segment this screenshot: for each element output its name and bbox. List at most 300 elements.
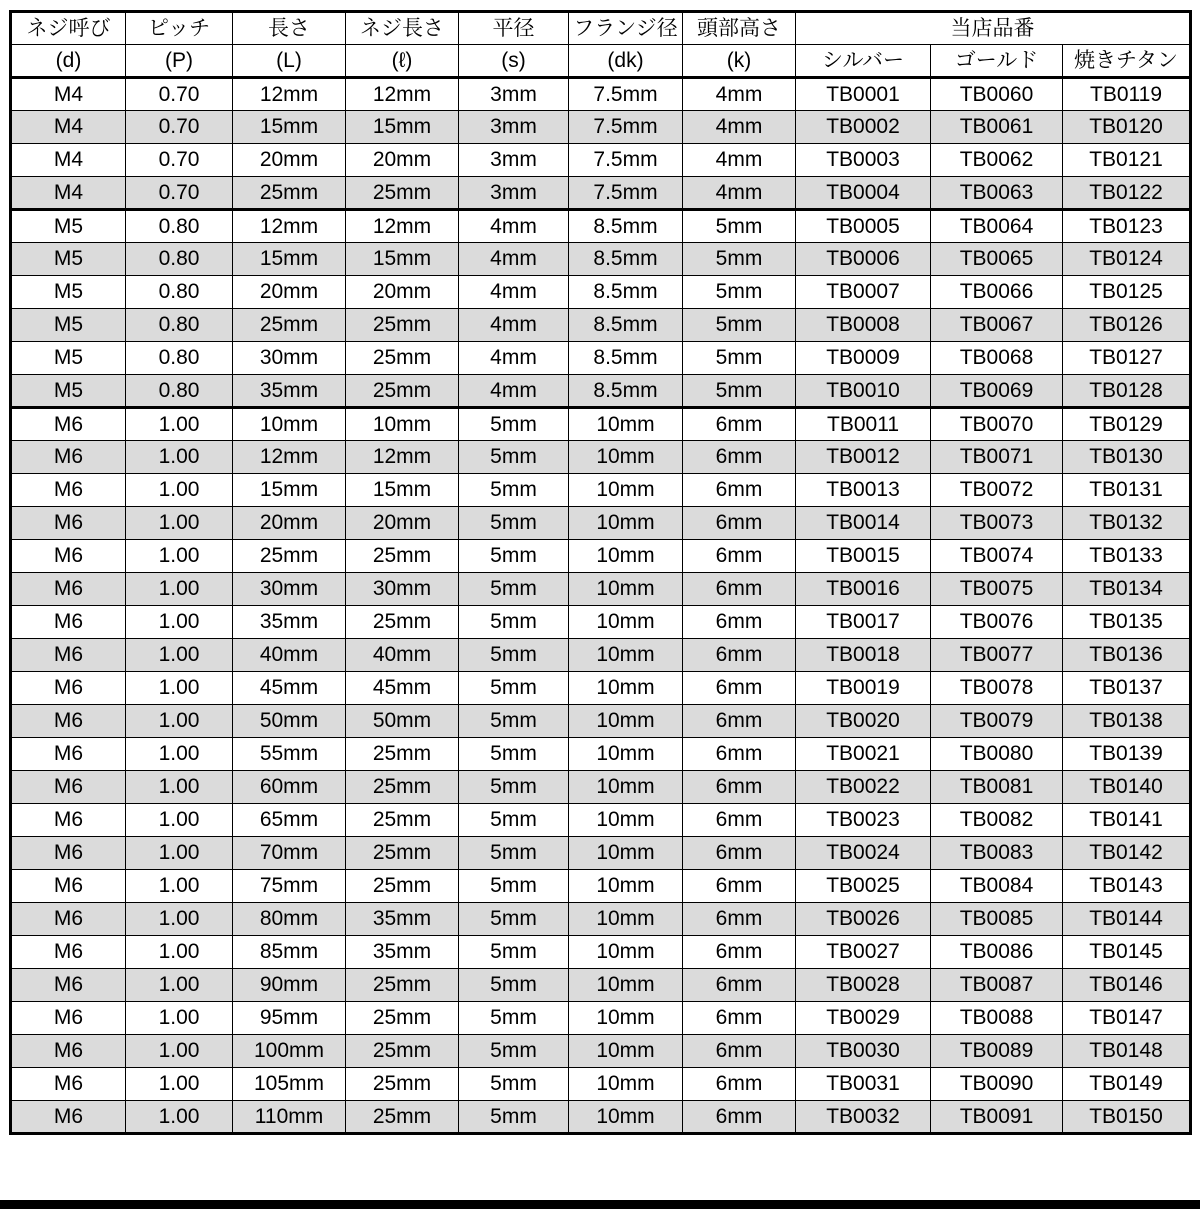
cell-flange-diameter: 10mm bbox=[569, 1101, 683, 1134]
cell-head-height: 5mm bbox=[683, 276, 796, 309]
cell-flat-width: 5mm bbox=[459, 606, 569, 639]
cell-pitch: 0.70 bbox=[126, 144, 233, 177]
cell-thread-length: 25mm bbox=[346, 837, 459, 870]
cell-nominal-diameter: M6 bbox=[11, 408, 126, 441]
table-header bbox=[11, 12, 1191, 78]
cell-flange-diameter: 10mm bbox=[569, 903, 683, 936]
cell-part-number-silver: TB0025 bbox=[796, 870, 931, 903]
cell-head-height: 6mm bbox=[683, 573, 796, 606]
cell-head-height: 6mm bbox=[683, 804, 796, 837]
cell-length: 80mm bbox=[233, 903, 346, 936]
cell-part-number-gold: TB0062 bbox=[931, 144, 1063, 177]
table-row bbox=[11, 1101, 1191, 1134]
col-header-thread-length: ネジ長さ bbox=[346, 12, 459, 45]
cell-pitch: 0.80 bbox=[126, 276, 233, 309]
table-row bbox=[11, 1035, 1191, 1068]
col-subheader-head-height: (k) bbox=[683, 45, 796, 78]
col-subheader-pitch: (P) bbox=[126, 45, 233, 78]
cell-nominal-diameter: M6 bbox=[11, 573, 126, 606]
cell-length: 15mm bbox=[233, 474, 346, 507]
cell-part-number-silver: TB0011 bbox=[796, 408, 931, 441]
cell-flat-width: 4mm bbox=[459, 210, 569, 243]
cell-part-number-titanium: TB0141 bbox=[1063, 804, 1191, 837]
cell-thread-length: 10mm bbox=[346, 408, 459, 441]
cell-flat-width: 5mm bbox=[459, 1035, 569, 1068]
cell-part-number-gold: TB0078 bbox=[931, 672, 1063, 705]
cell-thread-length: 25mm bbox=[346, 342, 459, 375]
col-header-nominal-diameter: ネジ呼び bbox=[11, 12, 126, 45]
cell-nominal-diameter: M6 bbox=[11, 1002, 126, 1035]
cell-head-height: 6mm bbox=[683, 441, 796, 474]
col-subheader-nominal-diameter: (d) bbox=[11, 45, 126, 78]
cell-part-number-titanium: TB0133 bbox=[1063, 540, 1191, 573]
col-header-part-number-group: 当店品番 bbox=[796, 12, 1191, 45]
cell-part-number-silver: TB0013 bbox=[796, 474, 931, 507]
cell-pitch: 0.80 bbox=[126, 342, 233, 375]
cell-flange-diameter: 10mm bbox=[569, 1068, 683, 1101]
cell-flat-width: 5mm bbox=[459, 804, 569, 837]
cell-length: 55mm bbox=[233, 738, 346, 771]
cell-pitch: 1.00 bbox=[126, 639, 233, 672]
cell-head-height: 6mm bbox=[683, 1035, 796, 1068]
cell-pitch: 1.00 bbox=[126, 474, 233, 507]
cell-nominal-diameter: M6 bbox=[11, 540, 126, 573]
cell-head-height: 5mm bbox=[683, 342, 796, 375]
cell-flange-diameter: 10mm bbox=[569, 870, 683, 903]
cell-part-number-gold: TB0091 bbox=[931, 1101, 1063, 1134]
cell-part-number-silver: TB0027 bbox=[796, 936, 931, 969]
cell-part-number-gold: TB0079 bbox=[931, 705, 1063, 738]
cell-flange-diameter: 10mm bbox=[569, 837, 683, 870]
cell-nominal-diameter: M5 bbox=[11, 243, 126, 276]
cell-part-number-titanium: TB0144 bbox=[1063, 903, 1191, 936]
table-row bbox=[11, 870, 1191, 903]
cell-part-number-titanium: TB0131 bbox=[1063, 474, 1191, 507]
cell-flange-diameter: 8.5mm bbox=[569, 342, 683, 375]
cell-flange-diameter: 10mm bbox=[569, 474, 683, 507]
table-row bbox=[11, 375, 1191, 408]
cell-flange-diameter: 10mm bbox=[569, 771, 683, 804]
table-row bbox=[11, 804, 1191, 837]
cell-flange-diameter: 10mm bbox=[569, 738, 683, 771]
cell-part-number-silver: TB0017 bbox=[796, 606, 931, 639]
cell-nominal-diameter: M6 bbox=[11, 936, 126, 969]
cell-nominal-diameter: M5 bbox=[11, 342, 126, 375]
cell-flange-diameter: 8.5mm bbox=[569, 210, 683, 243]
cell-flat-width: 5mm bbox=[459, 474, 569, 507]
cell-pitch: 1.00 bbox=[126, 771, 233, 804]
cell-part-number-silver: TB0007 bbox=[796, 276, 931, 309]
cell-head-height: 5mm bbox=[683, 243, 796, 276]
cell-part-number-gold: TB0060 bbox=[931, 78, 1063, 111]
cell-part-number-titanium: TB0139 bbox=[1063, 738, 1191, 771]
cell-flange-diameter: 7.5mm bbox=[569, 78, 683, 111]
table-row bbox=[11, 1068, 1191, 1101]
table-row bbox=[11, 309, 1191, 342]
cell-thread-length: 25mm bbox=[346, 771, 459, 804]
cell-flat-width: 5mm bbox=[459, 540, 569, 573]
cell-pitch: 1.00 bbox=[126, 738, 233, 771]
cell-pitch: 1.00 bbox=[126, 1002, 233, 1035]
cell-part-number-titanium: TB0121 bbox=[1063, 144, 1191, 177]
cell-head-height: 6mm bbox=[683, 408, 796, 441]
table-row bbox=[11, 507, 1191, 540]
cell-flange-diameter: 10mm bbox=[569, 672, 683, 705]
cell-part-number-titanium: TB0137 bbox=[1063, 672, 1191, 705]
cell-thread-length: 25mm bbox=[346, 606, 459, 639]
cell-flat-width: 5mm bbox=[459, 705, 569, 738]
cell-thread-length: 25mm bbox=[346, 540, 459, 573]
cell-part-number-silver: TB0004 bbox=[796, 177, 931, 210]
cell-length: 10mm bbox=[233, 408, 346, 441]
cell-flat-width: 5mm bbox=[459, 639, 569, 672]
cell-thread-length: 25mm bbox=[346, 738, 459, 771]
cell-part-number-silver: TB0022 bbox=[796, 771, 931, 804]
cell-flange-diameter: 8.5mm bbox=[569, 309, 683, 342]
cell-flat-width: 5mm bbox=[459, 507, 569, 540]
cell-part-number-titanium: TB0138 bbox=[1063, 705, 1191, 738]
cell-flat-width: 5mm bbox=[459, 903, 569, 936]
cell-flat-width: 5mm bbox=[459, 837, 569, 870]
cell-pitch: 1.00 bbox=[126, 870, 233, 903]
cell-length: 70mm bbox=[233, 837, 346, 870]
cell-flange-diameter: 10mm bbox=[569, 639, 683, 672]
cell-pitch: 0.80 bbox=[126, 243, 233, 276]
cell-thread-length: 12mm bbox=[346, 210, 459, 243]
col-subheader-thread-length: (ℓ) bbox=[346, 45, 459, 78]
cell-part-number-titanium: TB0120 bbox=[1063, 111, 1191, 144]
cell-part-number-silver: TB0029 bbox=[796, 1002, 931, 1035]
cell-head-height: 6mm bbox=[683, 672, 796, 705]
cell-head-height: 6mm bbox=[683, 771, 796, 804]
cell-flat-width: 5mm bbox=[459, 672, 569, 705]
cell-flat-width: 5mm bbox=[459, 1101, 569, 1134]
cell-nominal-diameter: M6 bbox=[11, 474, 126, 507]
cell-flat-width: 4mm bbox=[459, 243, 569, 276]
cell-length: 110mm bbox=[233, 1101, 346, 1134]
cell-part-number-titanium: TB0145 bbox=[1063, 936, 1191, 969]
cell-head-height: 6mm bbox=[683, 738, 796, 771]
cell-part-number-titanium: TB0125 bbox=[1063, 276, 1191, 309]
table-row bbox=[11, 342, 1191, 375]
table-row bbox=[11, 1002, 1191, 1035]
cell-pitch: 1.00 bbox=[126, 1101, 233, 1134]
cell-thread-length: 30mm bbox=[346, 573, 459, 606]
cell-length: 85mm bbox=[233, 936, 346, 969]
cell-part-number-silver: TB0005 bbox=[796, 210, 931, 243]
cell-thread-length: 25mm bbox=[346, 309, 459, 342]
cell-part-number-silver: TB0032 bbox=[796, 1101, 931, 1134]
cell-part-number-silver: TB0026 bbox=[796, 903, 931, 936]
cell-nominal-diameter: M6 bbox=[11, 903, 126, 936]
cell-flat-width: 5mm bbox=[459, 441, 569, 474]
cell-flat-width: 5mm bbox=[459, 870, 569, 903]
col-subheader-gold: ゴールド bbox=[931, 45, 1063, 78]
table-row bbox=[11, 705, 1191, 738]
cell-length: 30mm bbox=[233, 342, 346, 375]
cell-part-number-silver: TB0014 bbox=[796, 507, 931, 540]
table-row bbox=[11, 936, 1191, 969]
cell-head-height: 6mm bbox=[683, 837, 796, 870]
table-body bbox=[11, 78, 1191, 1134]
cell-pitch: 1.00 bbox=[126, 507, 233, 540]
cell-flat-width: 4mm bbox=[459, 375, 569, 408]
cell-part-number-silver: TB0008 bbox=[796, 309, 931, 342]
cell-flange-diameter: 10mm bbox=[569, 969, 683, 1002]
cell-flat-width: 3mm bbox=[459, 111, 569, 144]
cell-pitch: 1.00 bbox=[126, 705, 233, 738]
cell-thread-length: 12mm bbox=[346, 441, 459, 474]
cell-pitch: 0.80 bbox=[126, 309, 233, 342]
cell-nominal-diameter: M6 bbox=[11, 837, 126, 870]
cell-thread-length: 35mm bbox=[346, 903, 459, 936]
cell-part-number-titanium: TB0149 bbox=[1063, 1068, 1191, 1101]
cell-flange-diameter: 10mm bbox=[569, 1035, 683, 1068]
cell-length: 25mm bbox=[233, 177, 346, 210]
cell-head-height: 6mm bbox=[683, 870, 796, 903]
cell-part-number-gold: TB0063 bbox=[931, 177, 1063, 210]
cell-flange-diameter: 10mm bbox=[569, 1002, 683, 1035]
cell-head-height: 6mm bbox=[683, 540, 796, 573]
cell-thread-length: 50mm bbox=[346, 705, 459, 738]
cell-part-number-titanium: TB0147 bbox=[1063, 1002, 1191, 1035]
cell-nominal-diameter: M6 bbox=[11, 1101, 126, 1134]
cell-flange-diameter: 10mm bbox=[569, 408, 683, 441]
cell-nominal-diameter: M6 bbox=[11, 672, 126, 705]
cell-nominal-diameter: M6 bbox=[11, 441, 126, 474]
table-row bbox=[11, 639, 1191, 672]
table-row bbox=[11, 276, 1191, 309]
table-row bbox=[11, 837, 1191, 870]
cell-nominal-diameter: M6 bbox=[11, 1035, 126, 1068]
cell-flange-diameter: 8.5mm bbox=[569, 243, 683, 276]
cell-part-number-silver: TB0030 bbox=[796, 1035, 931, 1068]
cell-thread-length: 15mm bbox=[346, 474, 459, 507]
header-row-main bbox=[11, 12, 1191, 45]
cell-head-height: 6mm bbox=[683, 969, 796, 1002]
table-row bbox=[11, 243, 1191, 276]
cell-pitch: 1.00 bbox=[126, 837, 233, 870]
cell-part-number-silver: TB0016 bbox=[796, 573, 931, 606]
cell-head-height: 6mm bbox=[683, 936, 796, 969]
cell-part-number-gold: TB0085 bbox=[931, 903, 1063, 936]
cell-head-height: 5mm bbox=[683, 309, 796, 342]
cell-part-number-titanium: TB0119 bbox=[1063, 78, 1191, 111]
cell-head-height: 4mm bbox=[683, 111, 796, 144]
cell-pitch: 1.00 bbox=[126, 903, 233, 936]
cell-length: 12mm bbox=[233, 441, 346, 474]
cell-length: 45mm bbox=[233, 672, 346, 705]
cell-part-number-silver: TB0012 bbox=[796, 441, 931, 474]
cell-pitch: 1.00 bbox=[126, 1035, 233, 1068]
cell-part-number-silver: TB0003 bbox=[796, 144, 931, 177]
col-header-pitch: ピッチ bbox=[126, 12, 233, 45]
col-header-head-height: 頭部高さ bbox=[683, 12, 796, 45]
cell-part-number-silver: TB0019 bbox=[796, 672, 931, 705]
table-row bbox=[11, 672, 1191, 705]
col-subheader-flange-diameter: (dk) bbox=[569, 45, 683, 78]
table-row bbox=[11, 177, 1191, 210]
cell-nominal-diameter: M6 bbox=[11, 738, 126, 771]
cell-part-number-gold: TB0084 bbox=[931, 870, 1063, 903]
cell-head-height: 6mm bbox=[683, 903, 796, 936]
cell-head-height: 6mm bbox=[683, 507, 796, 540]
cell-head-height: 6mm bbox=[683, 1002, 796, 1035]
table-row bbox=[11, 78, 1191, 111]
cell-length: 90mm bbox=[233, 969, 346, 1002]
cell-nominal-diameter: M6 bbox=[11, 969, 126, 1002]
cell-part-number-gold: TB0071 bbox=[931, 441, 1063, 474]
cell-part-number-titanium: TB0130 bbox=[1063, 441, 1191, 474]
cell-head-height: 6mm bbox=[683, 1068, 796, 1101]
cell-part-number-gold: TB0082 bbox=[931, 804, 1063, 837]
cell-part-number-titanium: TB0134 bbox=[1063, 573, 1191, 606]
cell-part-number-gold: TB0065 bbox=[931, 243, 1063, 276]
cell-pitch: 1.00 bbox=[126, 408, 233, 441]
cell-length: 30mm bbox=[233, 573, 346, 606]
cell-thread-length: 25mm bbox=[346, 804, 459, 837]
cell-part-number-gold: TB0076 bbox=[931, 606, 1063, 639]
cell-length: 25mm bbox=[233, 309, 346, 342]
cell-flange-diameter: 10mm bbox=[569, 540, 683, 573]
cell-part-number-titanium: TB0143 bbox=[1063, 870, 1191, 903]
cell-part-number-silver: TB0006 bbox=[796, 243, 931, 276]
cell-flange-diameter: 10mm bbox=[569, 606, 683, 639]
cell-thread-length: 45mm bbox=[346, 672, 459, 705]
cell-flat-width: 4mm bbox=[459, 276, 569, 309]
cell-head-height: 6mm bbox=[683, 474, 796, 507]
cell-part-number-gold: TB0081 bbox=[931, 771, 1063, 804]
cell-part-number-titanium: TB0142 bbox=[1063, 837, 1191, 870]
cell-part-number-gold: TB0069 bbox=[931, 375, 1063, 408]
cell-length: 15mm bbox=[233, 243, 346, 276]
table-row bbox=[11, 408, 1191, 441]
cell-part-number-titanium: TB0127 bbox=[1063, 342, 1191, 375]
cell-nominal-diameter: M6 bbox=[11, 606, 126, 639]
cell-pitch: 1.00 bbox=[126, 804, 233, 837]
table-row bbox=[11, 903, 1191, 936]
cell-pitch: 1.00 bbox=[126, 936, 233, 969]
cell-part-number-silver: TB0002 bbox=[796, 111, 931, 144]
cell-part-number-silver: TB0028 bbox=[796, 969, 931, 1002]
cell-part-number-silver: TB0001 bbox=[796, 78, 931, 111]
cell-part-number-titanium: TB0150 bbox=[1063, 1101, 1191, 1134]
cell-part-number-gold: TB0077 bbox=[931, 639, 1063, 672]
cell-nominal-diameter: M6 bbox=[11, 639, 126, 672]
cell-nominal-diameter: M6 bbox=[11, 507, 126, 540]
cell-pitch: 0.70 bbox=[126, 78, 233, 111]
cell-part-number-silver: TB0021 bbox=[796, 738, 931, 771]
cell-thread-length: 25mm bbox=[346, 1068, 459, 1101]
cell-length: 100mm bbox=[233, 1035, 346, 1068]
cell-flat-width: 5mm bbox=[459, 408, 569, 441]
cell-flange-diameter: 10mm bbox=[569, 804, 683, 837]
cell-flat-width: 3mm bbox=[459, 177, 569, 210]
cell-part-number-gold: TB0089 bbox=[931, 1035, 1063, 1068]
cell-length: 105mm bbox=[233, 1068, 346, 1101]
cell-thread-length: 25mm bbox=[346, 177, 459, 210]
cell-nominal-diameter: M6 bbox=[11, 1068, 126, 1101]
cell-head-height: 6mm bbox=[683, 1101, 796, 1134]
cell-length: 25mm bbox=[233, 540, 346, 573]
table-row bbox=[11, 969, 1191, 1002]
cell-pitch: 0.80 bbox=[126, 210, 233, 243]
cell-part-number-titanium: TB0123 bbox=[1063, 210, 1191, 243]
cell-part-number-silver: TB0015 bbox=[796, 540, 931, 573]
cell-length: 75mm bbox=[233, 870, 346, 903]
cell-length: 20mm bbox=[233, 276, 346, 309]
cell-head-height: 6mm bbox=[683, 705, 796, 738]
cell-pitch: 0.80 bbox=[126, 375, 233, 408]
table-row bbox=[11, 573, 1191, 606]
cell-part-number-gold: TB0074 bbox=[931, 540, 1063, 573]
cell-flange-diameter: 7.5mm bbox=[569, 144, 683, 177]
cell-length: 60mm bbox=[233, 771, 346, 804]
cell-nominal-diameter: M5 bbox=[11, 276, 126, 309]
cell-part-number-silver: TB0009 bbox=[796, 342, 931, 375]
cell-flat-width: 5mm bbox=[459, 771, 569, 804]
cell-flat-width: 3mm bbox=[459, 78, 569, 111]
cell-part-number-gold: TB0083 bbox=[931, 837, 1063, 870]
cell-nominal-diameter: M6 bbox=[11, 804, 126, 837]
cell-nominal-diameter: M6 bbox=[11, 771, 126, 804]
cell-head-height: 4mm bbox=[683, 78, 796, 111]
bottom-bar bbox=[0, 1200, 1200, 1209]
cell-flat-width: 5mm bbox=[459, 969, 569, 1002]
cell-pitch: 0.70 bbox=[126, 177, 233, 210]
cell-length: 15mm bbox=[233, 111, 346, 144]
col-header-length: 長さ bbox=[233, 12, 346, 45]
cell-thread-length: 20mm bbox=[346, 507, 459, 540]
cell-head-height: 4mm bbox=[683, 144, 796, 177]
cell-part-number-gold: TB0075 bbox=[931, 573, 1063, 606]
cell-flat-width: 3mm bbox=[459, 144, 569, 177]
table-row bbox=[11, 606, 1191, 639]
cell-part-number-silver: TB0031 bbox=[796, 1068, 931, 1101]
cell-part-number-gold: TB0070 bbox=[931, 408, 1063, 441]
cell-length: 35mm bbox=[233, 606, 346, 639]
cell-thread-length: 35mm bbox=[346, 936, 459, 969]
cell-length: 35mm bbox=[233, 375, 346, 408]
header-row-sub bbox=[11, 45, 1191, 78]
cell-flange-diameter: 10mm bbox=[569, 573, 683, 606]
cell-part-number-titanium: TB0146 bbox=[1063, 969, 1191, 1002]
cell-length: 12mm bbox=[233, 78, 346, 111]
cell-part-number-gold: TB0088 bbox=[931, 1002, 1063, 1035]
cell-thread-length: 20mm bbox=[346, 144, 459, 177]
cell-thread-length: 15mm bbox=[346, 243, 459, 276]
cell-flat-width: 5mm bbox=[459, 1002, 569, 1035]
cell-part-number-gold: TB0090 bbox=[931, 1068, 1063, 1101]
cell-nominal-diameter: M4 bbox=[11, 177, 126, 210]
cell-flange-diameter: 8.5mm bbox=[569, 375, 683, 408]
cell-part-number-gold: TB0072 bbox=[931, 474, 1063, 507]
cell-flat-width: 5mm bbox=[459, 573, 569, 606]
cell-thread-length: 15mm bbox=[346, 111, 459, 144]
cell-thread-length: 12mm bbox=[346, 78, 459, 111]
cell-flange-diameter: 10mm bbox=[569, 705, 683, 738]
cell-head-height: 6mm bbox=[683, 606, 796, 639]
col-subheader-silver: シルバー bbox=[796, 45, 931, 78]
cell-part-number-gold: TB0087 bbox=[931, 969, 1063, 1002]
cell-length: 50mm bbox=[233, 705, 346, 738]
cell-thread-length: 25mm bbox=[346, 375, 459, 408]
cell-part-number-gold: TB0073 bbox=[931, 507, 1063, 540]
table-row bbox=[11, 771, 1191, 804]
cell-thread-length: 40mm bbox=[346, 639, 459, 672]
cell-part-number-titanium: TB0136 bbox=[1063, 639, 1191, 672]
cell-part-number-gold: TB0064 bbox=[931, 210, 1063, 243]
